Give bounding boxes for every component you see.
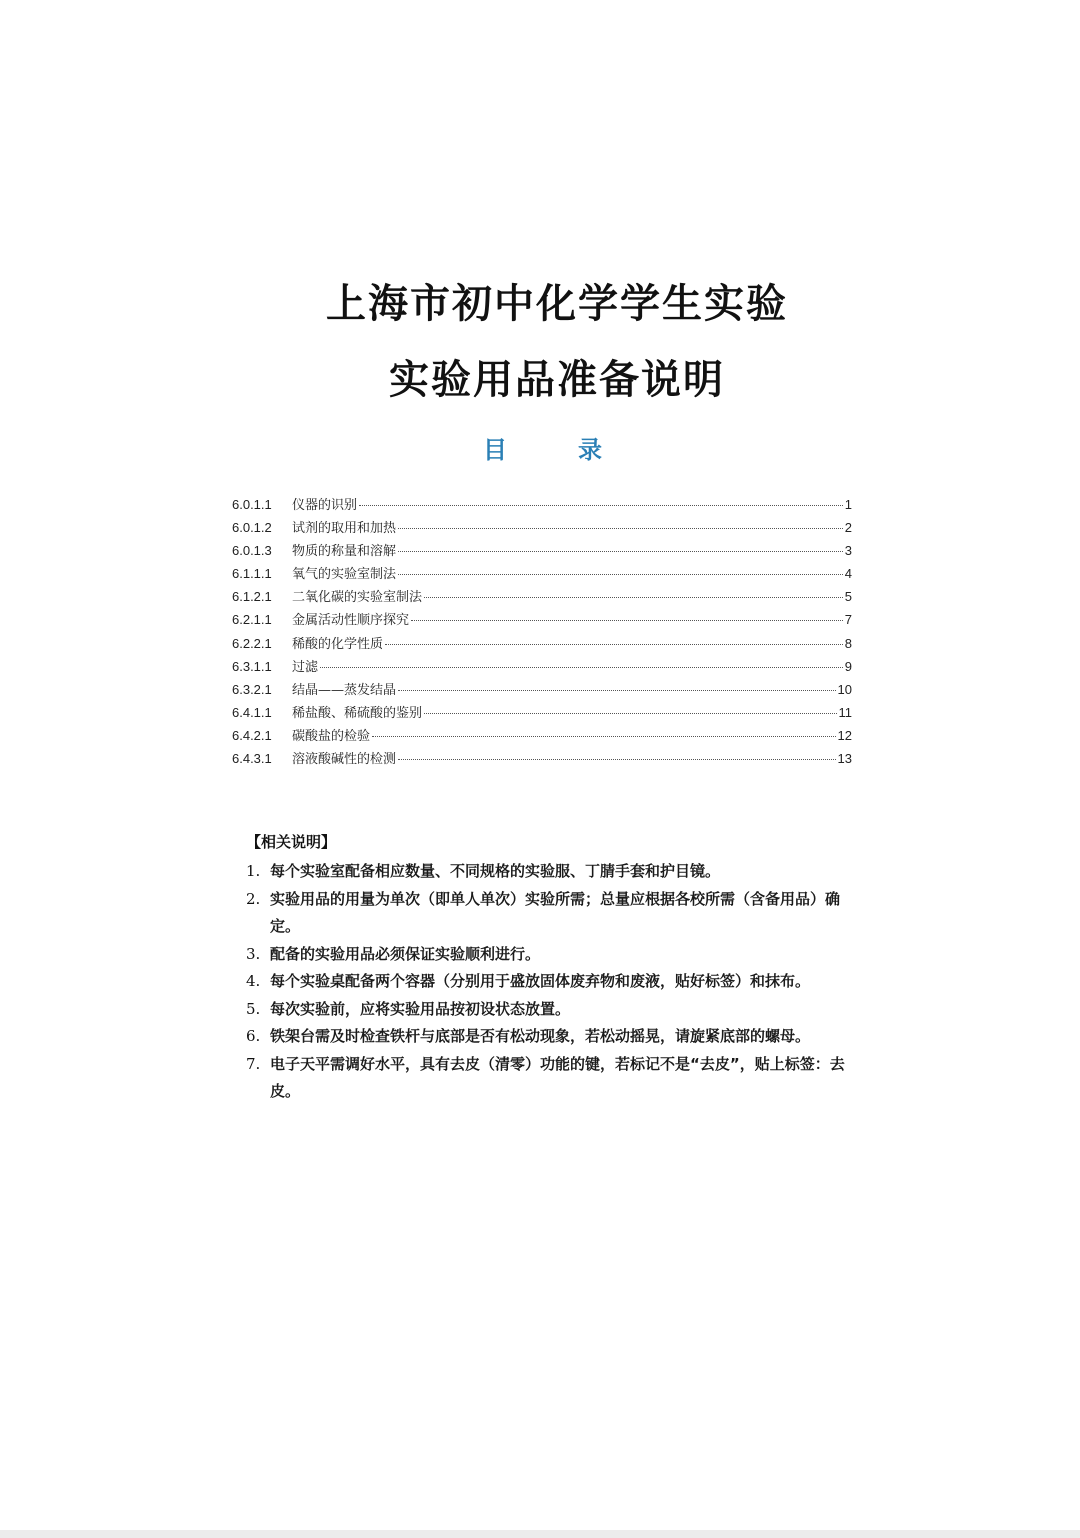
toc-entry[interactable] bbox=[232, 540, 852, 563]
toc-entry-page: 1 bbox=[844, 497, 852, 512]
toc-entry-label: 稀盐酸、稀硫酸的鉴别 bbox=[292, 705, 423, 721]
toc-entry-page: 10 bbox=[837, 681, 852, 697]
toc-leader-dots bbox=[398, 551, 843, 552]
toc-heading-char2: 录 bbox=[578, 435, 602, 464]
document-title-line1: 上海市初中化学学生实验 bbox=[326, 281, 788, 327]
note-text: 每次实验前，应将实验用品按初设状态放置。 bbox=[270, 999, 571, 1018]
toc-entry-number: 6.1.1.1 bbox=[232, 566, 272, 582]
note-number: 7. bbox=[246, 1054, 261, 1073]
note-text: 电子天平需调好水平，具有去皮（清零）功能的键，若标记不是“去皮”，贴上标签：去皮。 bbox=[270, 1054, 845, 1100]
note-item bbox=[246, 1023, 846, 1051]
toc-entry-page: 8 bbox=[844, 635, 852, 651]
toc-entry-page: 2 bbox=[844, 520, 852, 536]
note-text: 铁架台需及时检查铁杆与底部是否有松动现象，若松动摇晃，请旋紧底部的螺母。 bbox=[270, 1027, 811, 1045]
note-number: 4. bbox=[246, 972, 261, 990]
toc-entry-label: 试剂的取用和加热 bbox=[292, 521, 397, 537]
toc-entry-page: 13 bbox=[837, 751, 852, 767]
note-number: 5. bbox=[246, 999, 261, 1018]
note-number: 2. bbox=[246, 889, 261, 908]
toc-entry-number: 6.3.1.1 bbox=[232, 658, 272, 674]
toc-entry[interactable] bbox=[232, 725, 852, 748]
toc-entry-number: 6.0.1.2 bbox=[232, 520, 272, 536]
toc-entry[interactable] bbox=[232, 517, 852, 540]
toc-entry[interactable] bbox=[232, 563, 852, 586]
note-item bbox=[246, 996, 846, 1024]
toc-leader-dots bbox=[372, 736, 836, 737]
toc-entry[interactable] bbox=[232, 633, 852, 656]
document-title-line2: 实验用品准备说明 bbox=[389, 357, 725, 403]
toc-entry-number: 6.4.2.1 bbox=[232, 727, 272, 743]
toc-entry-page: 5 bbox=[844, 589, 852, 605]
toc-entry-page: 11 bbox=[838, 704, 852, 720]
notes-heading: 【相关说明】 bbox=[246, 833, 337, 851]
toc-entry-number: 6.1.2.1 bbox=[232, 589, 272, 605]
toc-leader-dots bbox=[320, 667, 843, 668]
toc-entry-label: 溶液酸碱性的检测 bbox=[292, 752, 397, 768]
table-of-contents bbox=[232, 494, 852, 771]
toc-entry-number: 6.0.1.1 bbox=[232, 497, 272, 512]
toc-entry-page: 4 bbox=[844, 566, 852, 582]
note-item bbox=[246, 1051, 846, 1106]
toc-entry-label: 仪器的识别 bbox=[292, 498, 358, 513]
toc-entry-number: 6.2.2.1 bbox=[232, 635, 272, 651]
note-text: 实验用品的用量为单次（即单人单次）实验所需；总量应根据各校所需（含备用品）确定。 bbox=[270, 889, 841, 935]
toc-entry-number: 6.4.3.1 bbox=[232, 751, 272, 767]
toc-leader-dots bbox=[424, 597, 843, 598]
toc-leader-dots bbox=[398, 528, 843, 529]
toc-entry[interactable] bbox=[232, 494, 852, 517]
toc-entry[interactable] bbox=[232, 679, 852, 702]
toc-leader-dots bbox=[398, 574, 843, 575]
toc-entry[interactable] bbox=[232, 702, 852, 725]
note-number: 3. bbox=[246, 944, 261, 963]
toc-leader-dots bbox=[359, 505, 843, 506]
note-text: 配备的实验用品必须保证实验顺利进行。 bbox=[270, 944, 541, 963]
toc-entry[interactable] bbox=[232, 609, 852, 632]
toc-leader-dots bbox=[385, 644, 843, 645]
toc-entry-page: 9 bbox=[844, 658, 852, 674]
toc-leader-dots bbox=[411, 620, 843, 621]
note-item bbox=[246, 968, 846, 996]
note-item bbox=[246, 886, 846, 941]
toc-entry-page: 12 bbox=[837, 727, 852, 743]
related-notes bbox=[246, 831, 846, 1106]
toc-entry-label: 结晶——蒸发结晶 bbox=[292, 682, 397, 698]
toc-entry-label: 过滤 bbox=[292, 659, 319, 675]
toc-entry[interactable] bbox=[232, 748, 852, 771]
toc-leader-dots bbox=[424, 713, 836, 714]
toc-entry-label: 氧气的实验室制法 bbox=[292, 567, 397, 583]
toc-entry-label: 金属活动性顺序探究 bbox=[292, 613, 410, 629]
toc-entry-number: 6.3.2.1 bbox=[232, 681, 272, 697]
toc-entry-number: 6.2.1.1 bbox=[232, 612, 272, 628]
toc-leader-dots bbox=[398, 759, 836, 760]
toc-entry[interactable] bbox=[232, 656, 852, 679]
toc-entry-label: 物质的称量和溶解 bbox=[292, 544, 397, 560]
toc-entry-page: 7 bbox=[844, 612, 852, 628]
note-item bbox=[246, 858, 846, 886]
note-item bbox=[246, 941, 846, 969]
toc-entry-number: 6.0.1.3 bbox=[232, 543, 272, 559]
toc-entry-label: 稀酸的化学性质 bbox=[292, 636, 384, 652]
note-text: 每个实验室配备相应数量、不同规格的实验服、丁腈手套和护目镜。 bbox=[270, 862, 721, 880]
toc-leader-dots bbox=[398, 690, 836, 691]
note-number: 6. bbox=[246, 1027, 261, 1045]
toc-entry-label: 二氧化碳的实验室制法 bbox=[292, 590, 423, 606]
toc-heading-char1: 目 bbox=[483, 435, 507, 464]
note-number: 1. bbox=[246, 862, 261, 880]
toc-entry-number: 6.4.1.1 bbox=[232, 704, 272, 720]
toc-entry-label: 碳酸盐的检验 bbox=[292, 728, 371, 744]
toc-entry[interactable] bbox=[232, 586, 852, 609]
note-text: 每个实验桌配备两个容器（分别用于盛放固体废弃物和废液，贴好标签）和抹布。 bbox=[270, 972, 811, 990]
toc-entry-page: 3 bbox=[844, 543, 852, 559]
